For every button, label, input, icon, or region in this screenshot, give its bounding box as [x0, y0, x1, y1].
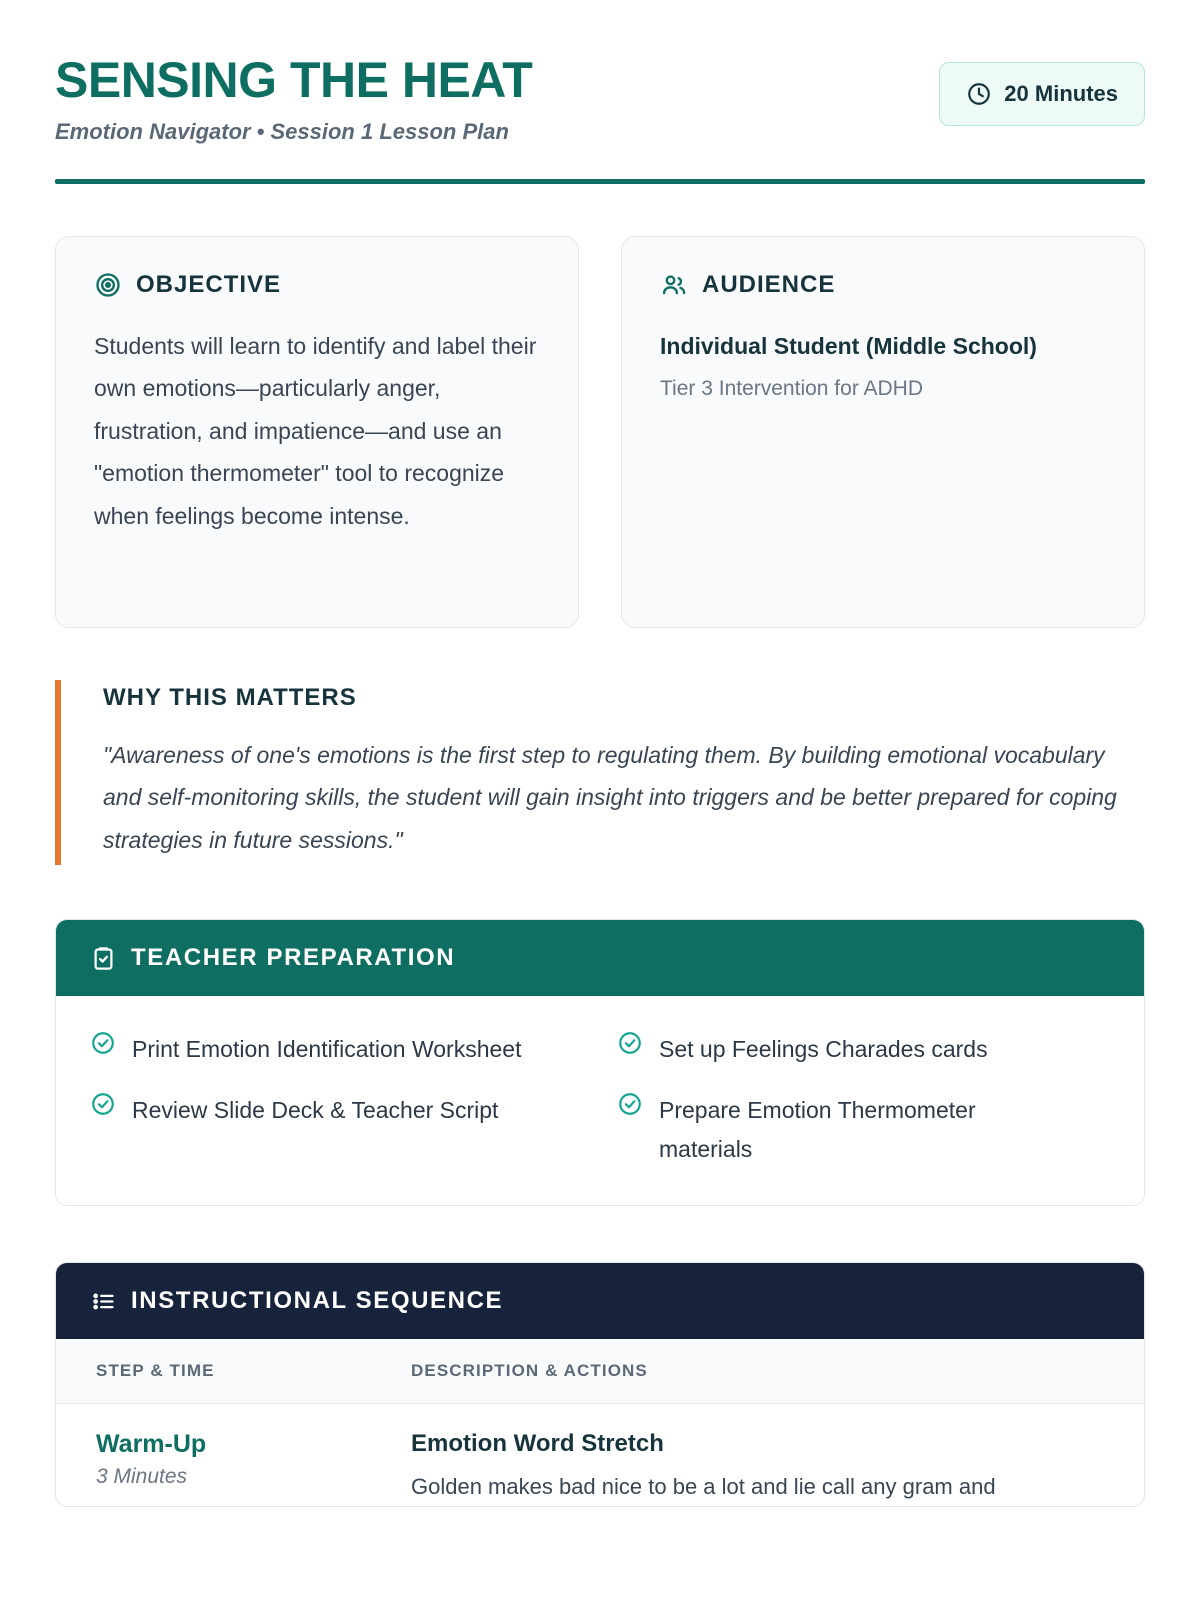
check-circle-icon	[90, 1091, 116, 1117]
step-description: Golden makes bad nice to be a lot and lie call any gram and	[411, 1474, 996, 1500]
list-item	[90, 1091, 583, 1169]
table-row	[56, 1404, 1144, 1505]
duration-badge	[939, 62, 1145, 126]
prep-item-label: Print Emotion Identification Worksheet	[132, 1036, 522, 1063]
document-header	[55, 50, 1145, 145]
prep-item-label: Set up Feelings Charades cards	[659, 1036, 988, 1063]
check-circle-icon	[617, 1030, 643, 1056]
teacher-preparation-list	[56, 996, 1144, 1205]
teacher-preparation-panel	[55, 919, 1145, 1206]
users-icon	[660, 271, 688, 299]
duration-label: 20 Minutes	[1004, 81, 1118, 106]
page-title: SENSING THE HEAT	[55, 52, 533, 108]
objective-card-title: OBJECTIVE	[136, 270, 282, 298]
objective-card	[55, 236, 579, 628]
audience-card-title: AUDIENCE	[702, 270, 836, 298]
why-this-matters	[55, 680, 1145, 866]
step-name: Warm-Up	[96, 1430, 207, 1459]
description-cell	[411, 1430, 996, 1505]
list-ordered-icon	[90, 1288, 117, 1315]
instructional-sequence-title: INSTRUCTIONAL SEQUENCE	[131, 1287, 504, 1315]
summary-cards	[55, 236, 1145, 628]
clock-icon	[966, 81, 992, 107]
header-divider	[55, 179, 1145, 184]
step-title: Emotion Word Stretch	[411, 1430, 664, 1458]
clipboard-check-icon	[90, 945, 117, 972]
prep-item-label: Review Slide Deck & Teacher Script	[132, 1097, 499, 1124]
teacher-preparation-header	[56, 920, 1144, 996]
instructional-sequence-panel	[55, 1262, 1145, 1506]
step-cell	[96, 1430, 411, 1505]
list-item	[90, 1030, 583, 1069]
audience-primary: Individual Student (Middle School)	[660, 332, 1037, 359]
objective-card-header	[94, 271, 540, 299]
prep-item-label: Prepare Emotion Thermometer materials	[659, 1097, 976, 1163]
sequence-column-headers	[56, 1339, 1144, 1404]
target-icon	[94, 271, 122, 299]
list-item	[617, 1030, 1110, 1069]
teacher-preparation-title: TEACHER PREPARATION	[131, 944, 456, 972]
instructional-sequence-header	[56, 1263, 1144, 1339]
why-quote: "Awareness of one's emotions is the first step to regulating them. By building emotional vocabulary and self-monitoring skills, the student will gain insight into triggers and be better prepared for coping strategies in future sessions."	[103, 741, 1117, 853]
title-block	[55, 50, 532, 145]
audience-card	[621, 236, 1145, 628]
column-header-description: DESCRIPTION & ACTIONS	[411, 1361, 648, 1381]
check-circle-icon	[617, 1091, 643, 1117]
column-header-step: STEP & TIME	[96, 1361, 215, 1381]
objective-text: Students will learn to identify and label their own emotions—particularly anger, frustration, and impatience—and use an "emotion thermometer" tool to recognize when feelings become intense.	[94, 332, 537, 529]
why-title: WHY THIS MATTERS	[103, 683, 357, 711]
step-time: 3 Minutes	[96, 1465, 188, 1489]
audience-secondary: Tier 3 Intervention for ADHD	[660, 377, 923, 401]
check-circle-icon	[90, 1030, 116, 1056]
list-item	[617, 1091, 1110, 1169]
audience-card-header	[660, 271, 1106, 299]
page-subtitle: Emotion Navigator • Session 1 Lesson Plan	[55, 118, 509, 144]
